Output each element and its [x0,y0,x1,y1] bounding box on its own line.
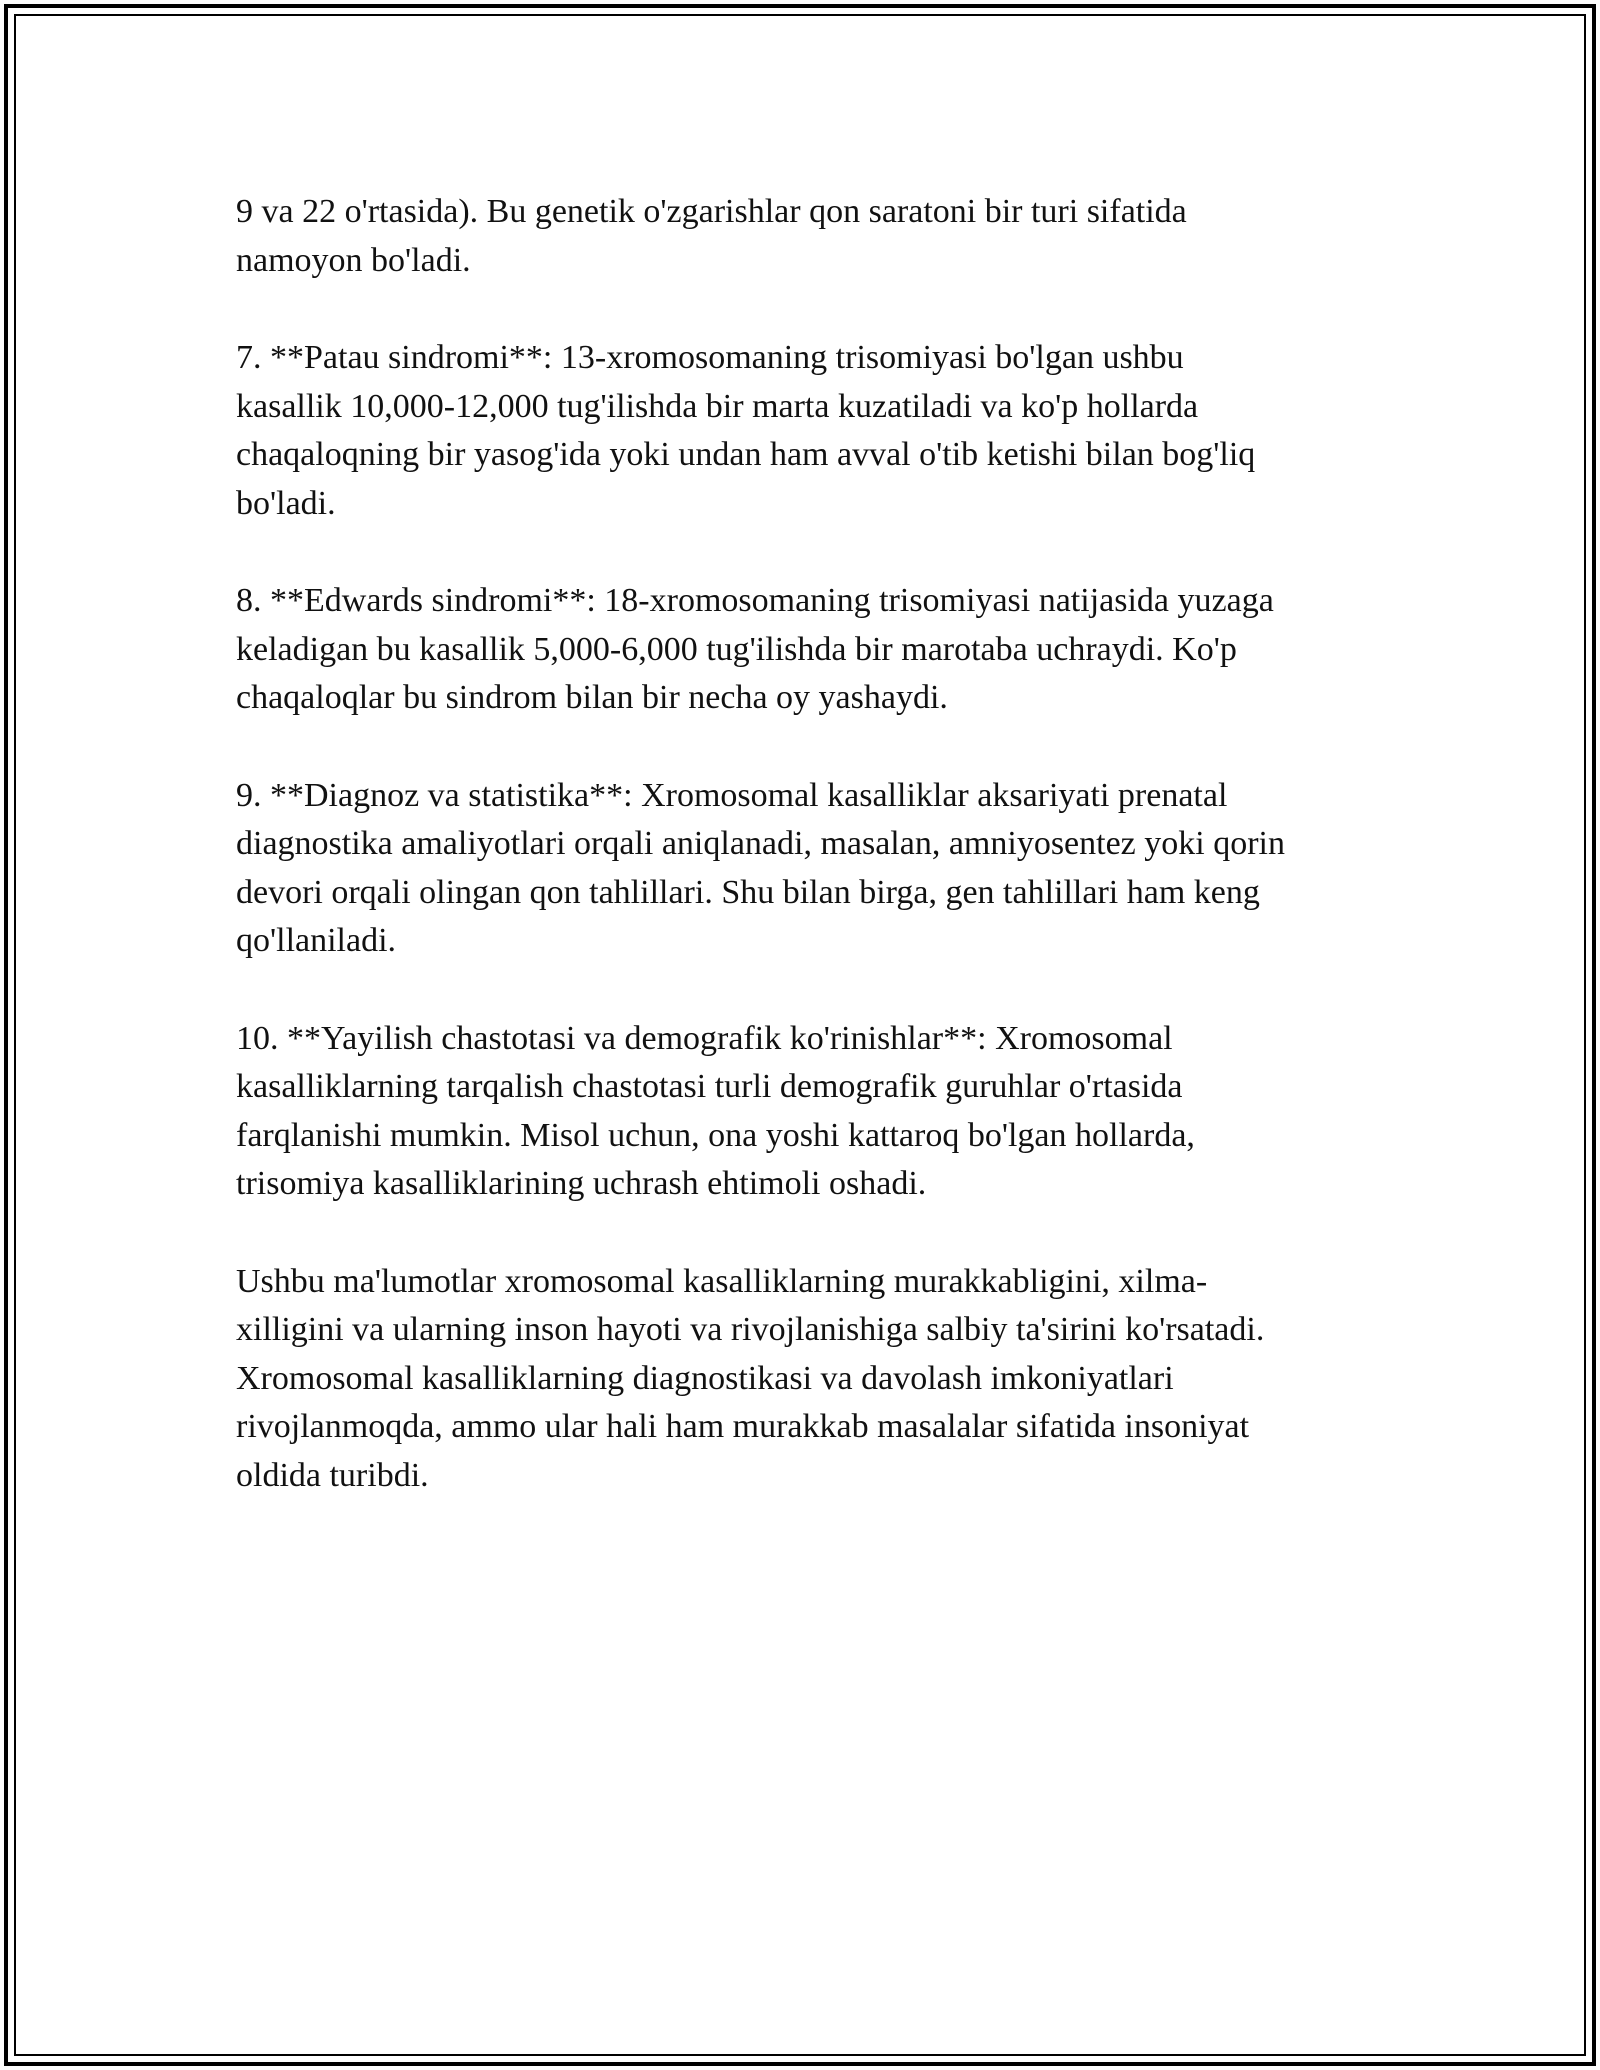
text-line: 8. **Edwards sindromi**: 18-xromosomaning trisomiyasi natijasida yuzaga [236,582,1274,619]
text-line: chaqaloqning bir yasog'ida yoki undan ham avval o'tib ketishi bilan bog'liq [236,436,1256,473]
text-line: 9 va 22 o'rtasida). Bu genetik o'zgarishlar qon saratoni bir turi sifatida [236,193,1187,230]
text-line: kasalliklarning tarqalish chastotasi turli demografik guruhlar o'rtasida [236,1068,1183,1105]
text-line: 7. **Patau sindromi**: 13-xromosomaning trisomiyasi bo'lgan ushbu [236,339,1184,376]
text-line: chaqaloqlar bu sindrom bilan bir necha oy yashaydi. [236,679,948,716]
text-line: namoyon bo'ladi. [236,241,471,279]
text-line: Ushbu ma'lumotlar xromosomal kasalliklarning murakkabligini, xilma- [236,1262,1208,1300]
text-line: 9. **Diagnoz va statistika**: Xromosomal kasalliklar aksariyati prenatal [236,776,1228,814]
text-line: qo'llaniladi. [236,922,397,959]
text-line: trisomiya kasalliklarining uchrash ehtimoli oshadi. [236,1165,927,1202]
text-line: 10. **Yayilish chastotasi va demografik ko'rinishlar**: Xromosomal [236,1019,1173,1057]
text-line: devori orqali olingan qon tahlillari. Shu bilan birga, gen tahlillari ham keng [236,873,1260,911]
paragraph-conclusion [236,1258,1386,1501]
text-line: rivojlanmoqda, ammo ular hali ham murakkab masalalar sifatida insoniyat [236,1408,1250,1445]
paragraph-prevalence-demographics [236,1015,1386,1209]
text-line: oldida turibdi. [236,1456,429,1494]
text-line: xilligini va ularning inson hayoti va rivojlanishiga salbiy ta'sirini ko'rsatadi. [236,1311,1265,1348]
text-line: bo'ladi. [236,484,336,522]
document-body [236,188,1386,1549]
text-line: kasallik 10,000-12,000 tug'ilishda bir marta kuzatiladi va ko'p hollarda [236,387,1199,425]
text-line: Xromosomal kasalliklarning diagnostikasi va davolash imkoniyatlari [236,1359,1174,1397]
text-line: keladigan bu kasallik 5,000-6,000 tug'ilishda bir marotaba uchraydi. Ko'p [236,630,1237,668]
paragraph-patau-syndrome [236,334,1386,528]
paragraph-edwards-syndrome [236,577,1386,723]
text-line: farqlanishi mumkin. Misol uchun, ona yoshi kattaroq bo'lgan hollarda, [236,1116,1195,1154]
paragraph-diagnosis-statistics [236,772,1386,966]
text-line: diagnostika amaliyotlari orqali aniqlanadi, masalan, amniyosentez yoki qorin [236,825,1285,862]
paragraph-leukemia-continuation [236,188,1386,285]
